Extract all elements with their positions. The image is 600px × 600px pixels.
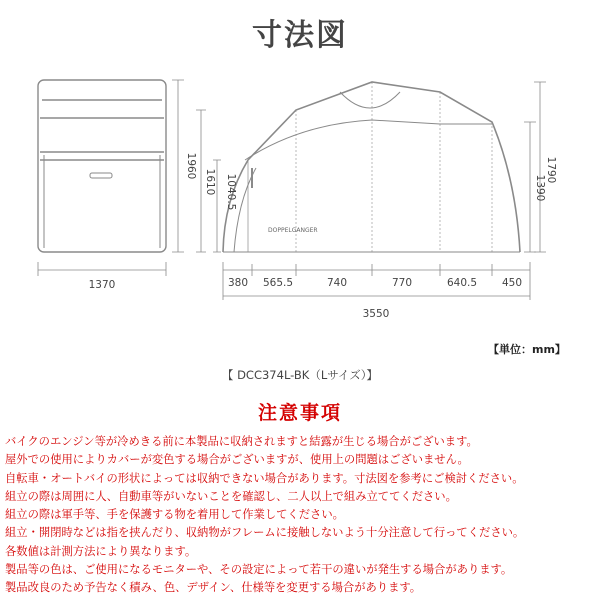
segment-label-6: 450 <box>501 277 523 289</box>
note-item: 自転車・オートバイの形状によっては収納できない場合があります。寸法図を参考にご検討ください。 <box>5 471 524 485</box>
caution-notes <box>5 433 599 598</box>
logo-text: DOPPELGANGER <box>268 227 318 234</box>
right-height-a-label: 1790 <box>545 156 557 184</box>
unit-label: 【単位：mm】 <box>488 343 566 356</box>
note-item: 組立の際は周囲に人、自動車等がいないことを確認し、二人以上で組み立ててください。 <box>5 489 457 503</box>
note-item: バイクのエンジン等が冷めきる前に本製品に収納されますと結露が生じる場合がございます。 <box>5 435 478 448</box>
note-item: 製品等の色は、ご使用になるモニターや、その設定によって若干の違いが発生する場合があります。 <box>5 563 513 577</box>
segment-label-4: 770 <box>391 277 413 289</box>
total-length-label: 3550 <box>362 308 390 320</box>
model-label: 【 DCC374L-BK（Lサイズ）】 <box>221 368 379 382</box>
front-width-dimension <box>38 262 166 276</box>
segment-label-1: 380 <box>227 277 249 289</box>
segment-label-2: 565.5 <box>262 277 294 289</box>
page-title: 寸法図 <box>252 18 348 53</box>
note-item: 各数値は計測方法により異なります。 <box>5 544 197 558</box>
note-item: 組立の際は軍手等、手を保護する物を着用して作業してください。 <box>5 508 344 522</box>
front-view <box>38 80 166 252</box>
front-height-dimension <box>172 80 184 252</box>
segment-label-5: 640.5 <box>446 277 478 289</box>
right-height-dimensions <box>524 82 546 252</box>
note-item: 製品改良のため予告なく積み、色、デザイン、仕様等を変更する場合があります。 <box>5 581 422 595</box>
side-height-a-label: 1610 <box>204 168 216 196</box>
side-height-b-label: 1040.5 <box>225 173 237 211</box>
note-item: 組立・開閉時などは指を挟んだり、収納物がフレームに接触しないよう十分注意して行ってください。 <box>5 526 525 540</box>
front-height-label: 1960 <box>185 152 197 180</box>
segment-label-3: 740 <box>326 277 348 289</box>
note-item: 屋外での使用によりカバーが変色する場合がございますが、使用上の問題はございません。 <box>5 453 469 467</box>
caution-title: 注意事項 <box>257 402 342 424</box>
front-width-label: 1370 <box>88 279 116 291</box>
right-height-b-label: 1390 <box>534 174 546 202</box>
